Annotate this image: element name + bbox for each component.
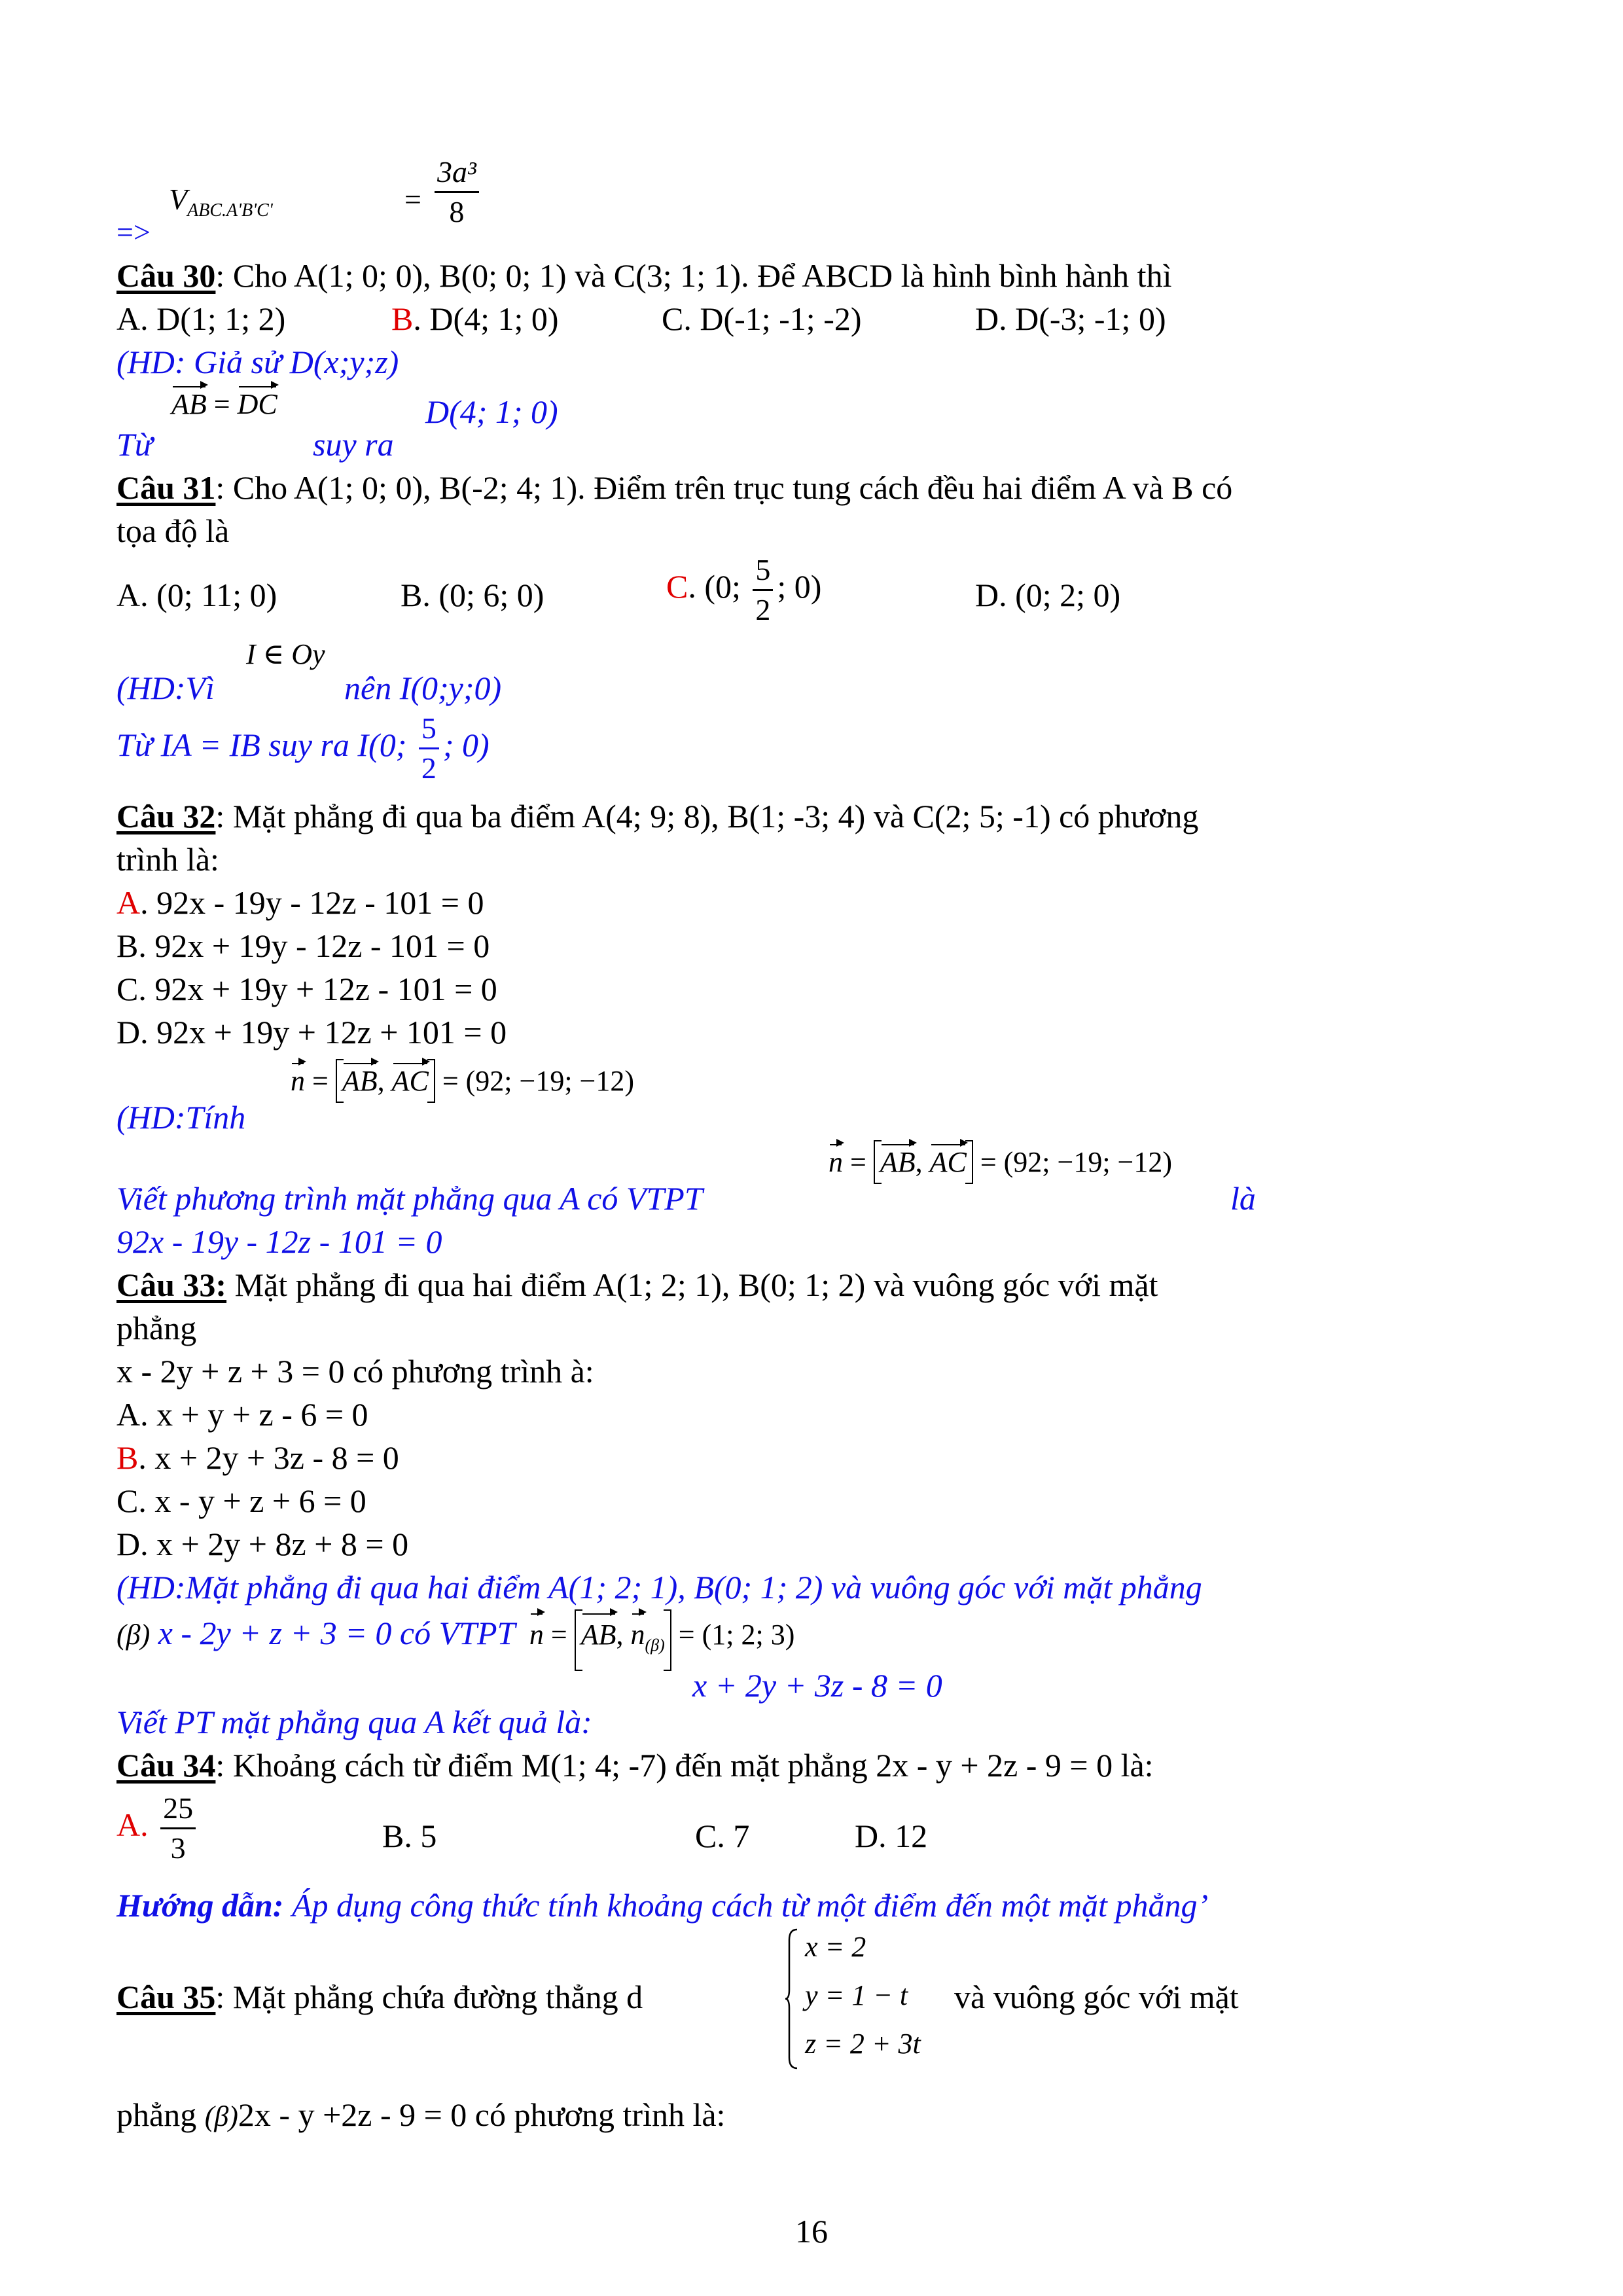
option-d: D. (0; 2; 0) (975, 577, 1121, 613)
system-eq-1: x = 2 (805, 1931, 866, 1963)
hint-32-line1: (HD:Tính (116, 1099, 246, 1136)
option-c: C. x - y + z + 6 = 0 (116, 1482, 366, 1519)
page-number: 16 (795, 2213, 828, 2250)
hint-31-math: I ∈ Oy (246, 638, 325, 670)
hint-33-line4: Viết PT mặt phẳng qua A kết quả là: (116, 1704, 592, 1740)
question-34: Câu 34: Khoảng cách từ điểm M(1; 4; -7) đến mặt phẳng 2x - y + 2z - 9 = 0 là: (116, 1747, 1154, 1784)
option-d: D. 92x + 19y + 12z + 101 = 0 (116, 1014, 507, 1050)
option-a: A. x + y + z - 6 = 0 (116, 1396, 368, 1433)
question-33: Câu 33: Mặt phẳng đi qua hai điểm A(1; 2; 1), B(0; 1; 2) và vuông góc với mặt (116, 1266, 1158, 1303)
question-label: Câu 35 (116, 1979, 216, 2015)
question-33-line2: phẳng (116, 1310, 197, 1346)
question-35: Câu 35: Mặt phẳng chứa đường thẳng d và vuông góc với mặt (116, 1979, 1239, 2015)
vector-equation: AB = DC (171, 388, 277, 420)
normal-vector-32a: n = AB, AC = (92; −19; −12) (291, 1065, 635, 1097)
option-d: D. D(-3; -1; 0) (975, 300, 1166, 337)
option-b: B. 92x + 19y - 12z - 101 = 0 (116, 927, 490, 964)
option-c: C. (0; $\frac{5}{2}$ ; 0) (666, 553, 822, 626)
option-c: C. 7 (695, 1818, 750, 1854)
hint-33-result: x + 2y + 3z - 8 = 0 (692, 1667, 942, 1704)
question-31-line2: tọa độ là (116, 512, 230, 549)
line-system (805, 1923, 921, 2068)
system-eq-3: z = 2 + 3t (805, 2028, 921, 2060)
option-d: D. x + 2y + 8z + 8 = 0 (116, 1526, 409, 1562)
option-a: A. $\frac{25}{3}$ (116, 1793, 200, 1863)
option-a: A. 92x - 19y - 12z - 101 = 0 (116, 884, 484, 921)
option-b: B. (0; 6; 0) (401, 577, 544, 613)
hint-30-line2: Từ suy ra D(4; 1; 0) (116, 393, 558, 463)
question-label: Câu 34 (116, 1747, 216, 1784)
question-30-options (116, 298, 1166, 339)
question-30: Câu 30: Cho A(1; 0; 0), B(0; 0; 1) và C(3; 1; 1). Để ABCD là hình bình hành thì (116, 257, 1172, 294)
question-label: Câu 33: (116, 1266, 227, 1303)
normal-vector-32b: n = AB, AC = (92; −19; −12) (829, 1146, 1173, 1178)
option-c: C. 92x + 19y + 12z - 101 = 0 (116, 971, 497, 1007)
hint-32-line3: 92x - 19y - 12z - 101 = 0 (116, 1223, 442, 1260)
implies-arrow: => (116, 215, 151, 249)
volume-fraction: $\frac{\text{3a³}}{8}$ (435, 157, 479, 227)
option-d: D. 12 (855, 1818, 928, 1854)
volume-symbol: $V_{ABC.A'B'C'}$ (169, 183, 273, 221)
question-label: Câu 30 (116, 257, 216, 294)
system-brace (784, 1927, 800, 2071)
normal-vector-33: n = AB, $n_{(\beta)} = (1$; 2; 3) (529, 1619, 794, 1651)
hint-34: Hướng dẫn: Áp dụng công thức tính khoảng cách từ một điểm đến một mặt phẳng’ (116, 1887, 1209, 1924)
question-31-options (116, 553, 1121, 626)
question-32-line2: trình là: (116, 841, 219, 878)
question-label: Câu 32 (116, 798, 216, 834)
hint-33-line2: (β) x - 2y + z + 3 = 0 có VTPT n = AB, $n_{(\beta)} = (1$; 2; 3) (116, 1613, 794, 1666)
option-b: B. x + 2y + 3z - 8 = 0 (116, 1439, 399, 1476)
option-b: B. 5 (382, 1818, 437, 1854)
hint-32-line2: Viết phương trình mặt phẳng qua A có VTPT là (116, 1180, 1256, 1217)
hint-31-line1: (HD:Vì nên I(0;y;0) (116, 670, 502, 706)
system-eq-2: y = 1 − t (805, 1979, 908, 2011)
document-page: => $V_{ABC.A'B'C'}$ = $\frac{\text{3a³}}{8}$ Câu 30: Cho A(1; 0; 0), B(0; 0; 1) và C(3; 1; 1). Để ABCD là hình bình hành thì A. D(1; 1; 2) B. D(4; 1; 0) C. D(-1; -1; -2) D. D(-3; -1; 0) (HD: Giả sử D(x;y;z) AB = DC Từ suy ra D(4; 1; 0) Câu 31: Cho A(1; 0; 0), B(-2; 4; 1). Điểm trên trục tung cách đều hai điểm A và B có tọa độ là A. (0; 11; 0) B. (0; 6; 0) C. (0; $\frac{5}{2}$ ; 0) D. (0; 2; 0) I ∈ Oy (HD:Vì nên I(0;y;0) Từ IA = IB suy ra I(0; $\frac{5}{2}$ ; 0) Câu 32: Mặt phẳng đi qua ba điểm A(4; 9; 8), B(1; -3; 4) và C(2; 5; -1) có phương trình là: A. 92x - 19y - 12z - 101 = 0 B. 92x + 19y - 12z - 101 = 0 C. 92x + 19y + 12z - 101 = 0 D. 92x + 19y + 12z + 101 = 0 n = AB, AC = (92; −19; −12) (HD:Tính n = AB, AC = (92; −19; −12) Viết phương trình mặt phẳng qua A có VTPT là 92x - 19y - 12z - 101 = 0 Câu 33: Mặt phẳng đi qua hai điểm A(1; 2; 1), B(0; 1; 2) và vuông góc với mặt phẳng x - 2y + z + 3 = 0 có phương trình à: A. x + y + z - 6 = 0 B. x + 2y + 3z - 8 = 0 C. x - y + z + 6 = 0 D. x + 2y + 8z + 8 = 0 (HD:Mặt phẳng đi qua hai điểm A(1; 2; 1), B(0; 1; 2) và vuông góc với mặt phẳng (β) x - 2y + z + 3 = 0 có VTPT n = AB, $n_{(\beta)} = (1$; 2; 3) x + 2y + 3z - 8 = 0 Viết PT mặt phẳng qua A kết quả là: Câu 34: Khoảng cách từ điểm M(1; 4; -7) đến mặt phẳng 2x - y + 2z - 9 = 0 là: A. $\frac{25}{3}$ B. 5 C. 7 D. 12 Hướng dẫn: Áp dụng công thức tính khoảng cách từ một điểm đến một mặt phẳng’ Câu 35: Mặt phẳng chứa đường thẳng d và vuông góc với mặt x = 2 y = 1 − t z = 2 + 3t phẳng (β)2x - y +2z - 9 = 0 có phương trình là: 16 (0, 0, 1623, 2296)
option-a: A. (0; 11; 0) (116, 577, 277, 613)
question-32: Câu 32: Mặt phẳng đi qua ba điểm A(4; 9; 8), B(1; -3; 4) và C(2; 5; -1) có phương (116, 798, 1199, 834)
option-c: C. D(-1; -1; -2) (662, 300, 862, 337)
question-31: Câu 31: Cho A(1; 0; 0), B(-2; 4; 1). Điểm trên trục tung cách đều hai điểm A và B có (116, 469, 1233, 506)
question-label: Câu 31 (116, 469, 216, 506)
hint-30-line1: (HD: Giả sử D(x;y;z) (116, 344, 399, 380)
question-33-line3: x - 2y + z + 3 = 0 có phương trình à: (116, 1353, 594, 1390)
hint-31-line2: Từ IA = IB suy ra I(0; $\frac{5}{2}$ ; 0) (116, 711, 490, 785)
option-b: B. D(4; 1; 0) (391, 300, 559, 337)
hint-33-line1: (HD:Mặt phẳng đi qua hai điểm A(1; 2; 1), B(0; 1; 2) và vuông góc với mặt phẳng (116, 1569, 1202, 1605)
option-a: A. D(1; 1; 2) (116, 300, 286, 337)
question-35-line2: phẳng (β)2x - y +2z - 9 = 0 có phương trình là: (116, 2096, 726, 2133)
